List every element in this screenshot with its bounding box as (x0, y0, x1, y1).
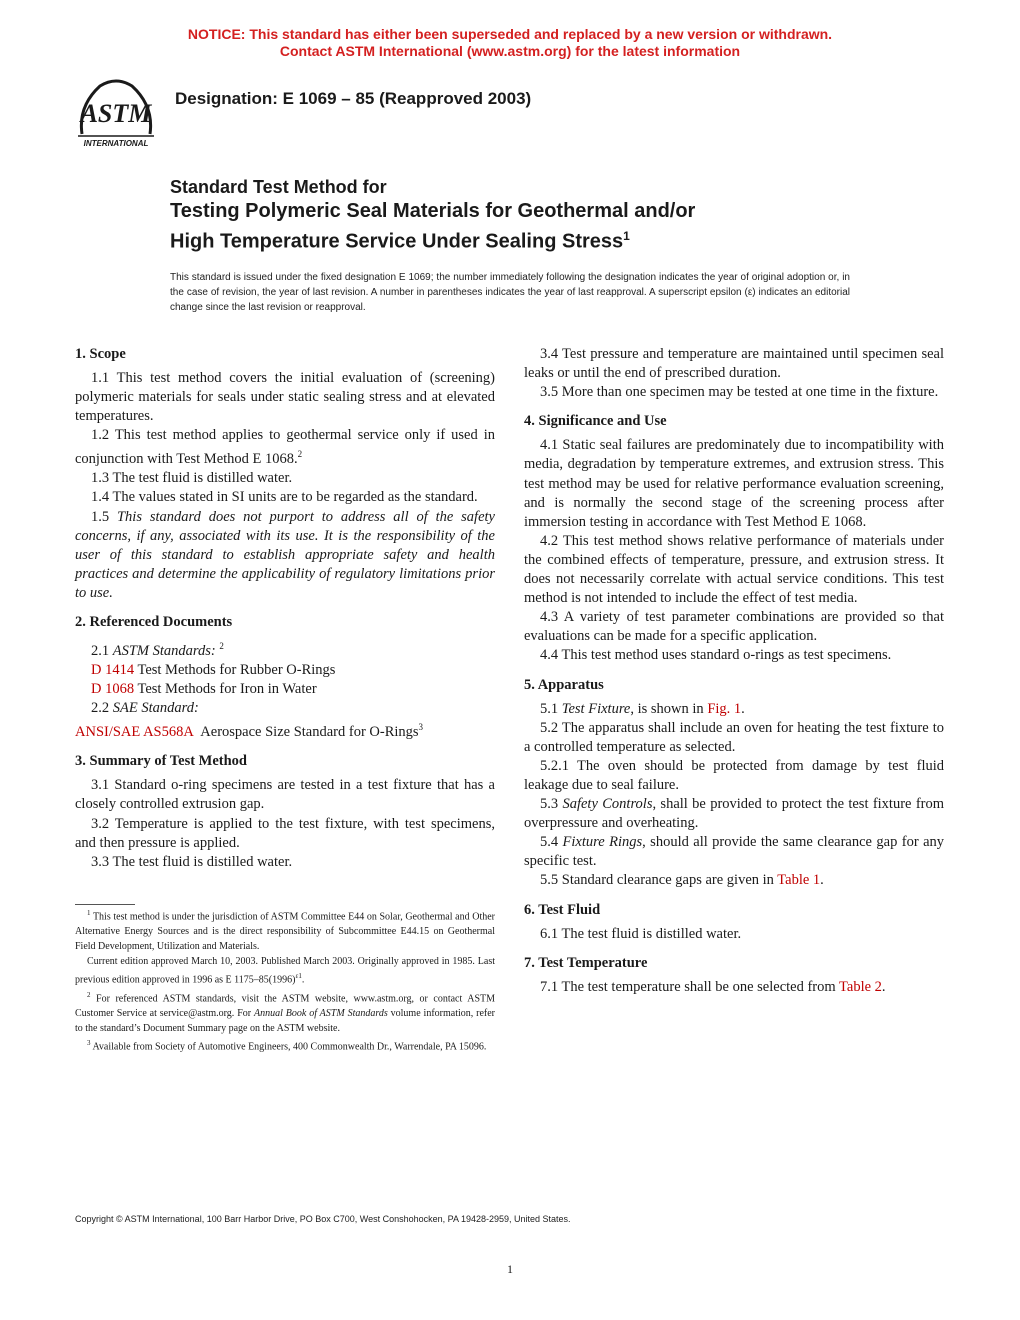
footnote-ref-2: 2 (297, 449, 303, 460)
section-heading-apparatus: 5. Apparatus (524, 676, 604, 693)
paragraph-5-3: 5.3 Safety Controls, shall be provided to protect the test fixture from overpressure and overheating. (524, 796, 944, 832)
paragraph-4-2: 4.2 This test method shows relative performance of materials under the combined effects of temperature, pressure, and extrusion stress. It does not necessarily correlate with actual service conditions. This test method is not intended to include the effect of test media. (524, 532, 944, 607)
section-heading-temperature: 7. Test Temperature (524, 954, 648, 971)
left-column (75, 345, 495, 872)
paragraph-3-2: 3.2 Temperature is applied to the test fixture, with test specimens, and then pressure is applied. (75, 815, 495, 851)
footnote-2: $^2$ For referenced ASTM standards, visit the ASTM website, www.astm.org, or contact ASTM Customer Service at service@astm.org. For Annual Book of ASTM Standards volume information, refer to the standard’s Document Summary page on the ASTM website. (75, 990, 496, 1034)
withdrawal-notice (0, 26, 1020, 60)
paragraph-3-4: 3.4 Test pressure and temperature are maintained until specimen seal leaks or until the end of prescribed duration. (524, 346, 944, 382)
copyright: Copyright © ASTM International, 100 Barr Harbor Drive, PO Box C700, West Conshohocken, PA 19428-2959, United States. (75, 1214, 571, 1224)
footnote-rule (75, 904, 135, 905)
notice-line-2: Contact ASTM International (www.astm.org) for the latest information (279, 43, 741, 59)
paragraph-4-4: 4.4 This test method uses standard o-rings as test specimens. (540, 647, 892, 664)
section-heading-refs: 2. Referenced Documents (75, 614, 233, 631)
title-footnote-ref: 1 (623, 229, 630, 243)
page-number: 1 (507, 1262, 513, 1276)
title-line-2: Testing Polymeric Seal Materials for Geothermal and/or (170, 200, 696, 222)
ref-as568a: ANSI/SAE AS568A Aerospace Size Standard for O-Rings$^3$ (75, 722, 424, 741)
section-heading-scope: 1. Scope (75, 346, 126, 362)
footnote-1: $^1$ This test method is under the jurisdiction of ASTM Committee E44 on Solar, Geothermal and Other Alternative Energy Sources and is the direct responsibility of Subcommittee E44.15 on Geothermal Field Development, Utilization and Materials. (75, 909, 495, 953)
title-line-3: High Temperature Service Under Sealing Stress (170, 230, 624, 253)
right-column (524, 345, 944, 997)
paragraph-4-3: 4.3 A variety of test parameter combinations are provided so that evaluations can be made for a specific application. (524, 609, 944, 645)
paragraph-5-2: 5.2 The apparatus shall include an oven for heating the test fixture to a controlled temperature as selected. (524, 719, 944, 755)
paragraph-7-1: 7.1 The test temperature shall be one selected from Table 2. (540, 978, 886, 995)
document-title (170, 175, 695, 255)
title-line-1: Standard Test Method for (170, 177, 387, 197)
sae-standard-label: 2.2 SAE Standard: (91, 700, 199, 717)
paragraph-3-3: 3.3 The test fluid is distilled water. (91, 853, 293, 870)
link-as568a[interactable]: ANSI/SAE AS568A (75, 724, 194, 741)
notice-line-1: NOTICE: This standard has either been superseded and replaced by a new version or withdrawn. (187, 26, 833, 42)
footnotes (75, 906, 495, 1054)
paragraph-1-1: 1.1 This test method covers the initial evaluation of (screening) polymeric materials for seals under static sealing stress and at elevated temperatures. (75, 370, 495, 425)
section-heading-summary: 3. Summary of Test Method (75, 753, 247, 770)
link-table-1[interactable]: Table 1 (777, 872, 821, 889)
logo-text: ASTM (80, 99, 152, 128)
paragraph-5-4: 5.4 Fixture Rings, should all provide the same clearance gap for any specific test. (524, 834, 945, 870)
paragraph-5-2-1: 5.2.1 The oven should be protected from damage by test fluid leakage due to seal failure. (524, 757, 944, 793)
ref-d1414: D 1414 Test Methods for Rubber O-Rings (91, 662, 336, 679)
paragraph-1-3: 1.3 The test fluid is distilled water. (91, 470, 293, 487)
ref-d1068: D 1068 Test Methods for Iron in Water (91, 681, 317, 698)
paragraph-4-1: 4.1 Static seal failures are predominately due to incompatibility with media, degradation by temperature extremes, and extrusion stress. This test method may be used for relative performance evaluation screening, and is normally the second stage of the screening process after immersion testing in accordance with Test Method E 1068. (524, 437, 944, 530)
link-d1068[interactable]: D 1068 (91, 681, 135, 698)
footnote-3: $^3$ Available from Society of Automotive Engineers, 400 Commonwealth Dr., Warrendale, PA 15096. (87, 1038, 487, 1053)
link-table-2[interactable]: Table 2 (839, 978, 882, 995)
link-d1414[interactable]: D 1414 (91, 662, 135, 679)
designation: Designation: E 1069 – 85 (Reapproved 2003) (175, 89, 532, 108)
footnote-1-edition: Current edition approved March 10, 2003. Published March 2003. Originally approved in 1985. Last previous edition approved in 1996 as E $1175-85(1996)^{\varepsilon 1}$. (75, 956, 495, 986)
paragraph-3-5: 3.5 More than one specimen may be tested at one time in the fixture. (540, 384, 939, 401)
paragraph-1-2: 1.2 This test method applies to geothermal service only if used in conjunction with Test Method E 1068.$^2$ (75, 427, 495, 468)
paragraph-6-1: 6.1 The test fluid is distilled water. (540, 925, 742, 942)
paragraph-1-5: 1.5 This standard does not purport to address all of the safety concerns, if any, associated with its use. It is the responsibility of the user of this standard to establish appropriate safety and health practices and determine the applicability of regulatory limitations prior to use. (75, 508, 495, 601)
section-heading-significance: 4. Significance and Use (524, 413, 667, 430)
section-heading-fluid: 6. Test Fluid (524, 901, 601, 918)
preamble: This standard is issued under the fixed designation E 1069; the number immediately following the designation indicates the year of original adoption or, in the case of revision, the year of last revision. A number in parentheses indicates the year of last reapproval. A superscript epsilon (ε) indicates an editorial change since the last revision or reapproval. (170, 272, 850, 313)
paragraph-5-1: 5.1 Test Fixture, is shown in Fig. 1. (540, 700, 745, 717)
logo-subtext: INTERNATIONAL (83, 139, 149, 148)
astm-logo (72, 76, 160, 150)
paragraph-5-5: 5.5 Standard clearance gaps are given in Table 1. (540, 872, 824, 889)
paragraph-3-1: 3.1 Standard o-ring specimens are tested in a test fixture that has a closely controlled extrusion gap. (75, 777, 495, 813)
astm-standards-label: 2.1 ASTM Standards: $^2$ (91, 641, 224, 659)
link-fig-1[interactable]: Fig. 1 (707, 700, 742, 717)
paragraph-1-4: 1.4 The values stated in SI units are to be regarded as the standard. (91, 489, 478, 506)
